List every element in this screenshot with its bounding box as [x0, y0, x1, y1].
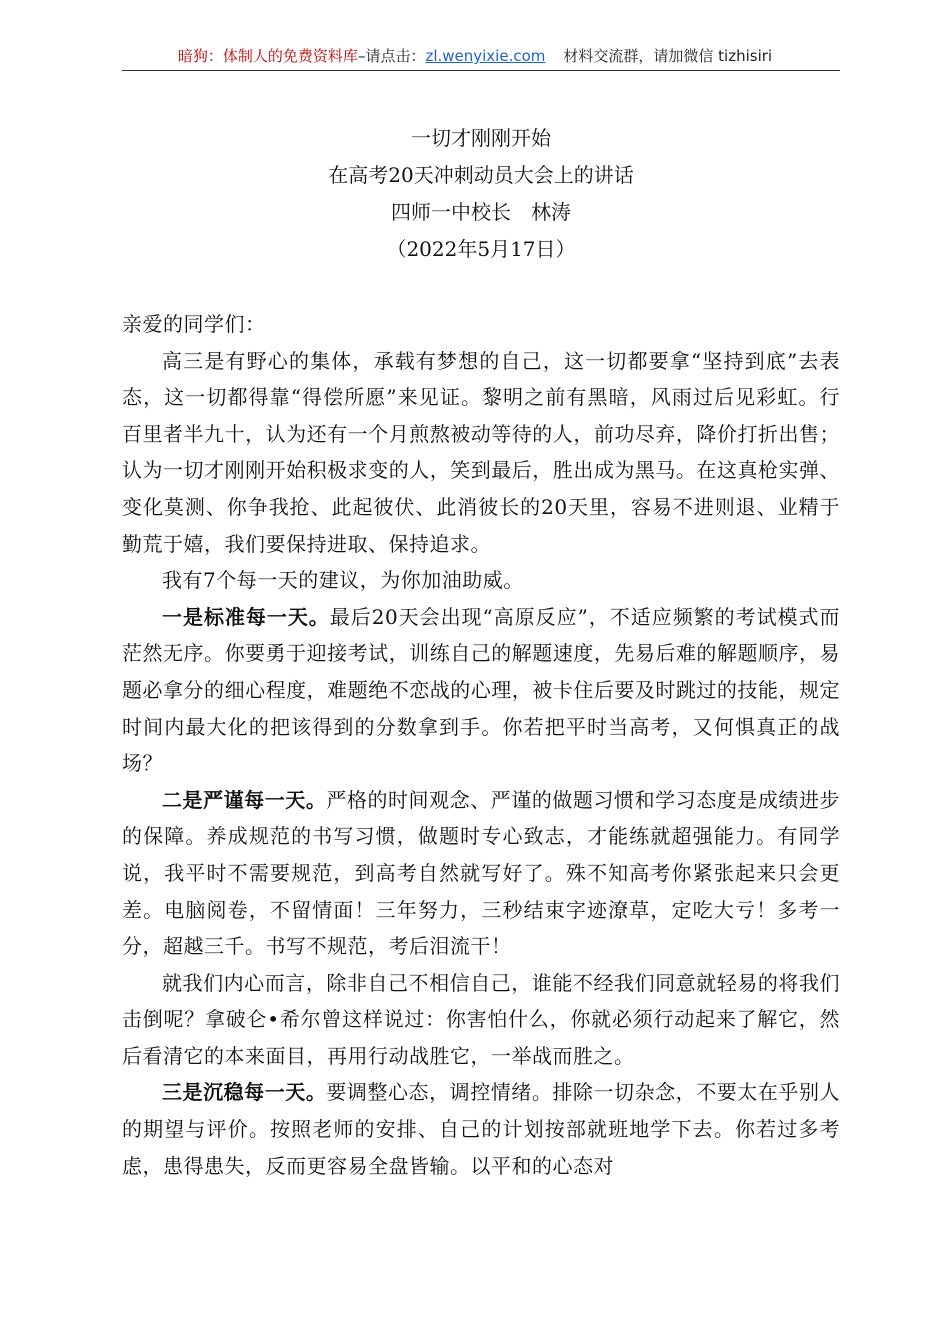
paragraph-3-lead: 一是标准每一天。: [162, 604, 330, 629]
header-group-text: 材料交流群，请加微信 tizhisiri: [563, 47, 773, 65]
paragraph-4-lead: 二是严谨每一天。: [162, 787, 327, 812]
paragraph-4-text: 严格的时间观念、严谨的做题习惯和学习态度是成绩进步的保障。养成规范的书写习惯，做题时专心致志，才能练就超强能力。有同学说，我平时不需要规范，到高考自然就写好了。殊不知高考你紧张起来只会更差。电脑阅卷，不留情面！三年努力，三秒结束字迹潦草，定吃大亏！多考一分，超越三千。书写不规范，考后泪流干！: [122, 787, 840, 959]
paragraph-5: 就我们内心而言，除非自己不相信自己，谁能不经我们同意就轻易的将我们击倒呢？拿破仑•希尔曾这样说过：你害怕什么，你就必须行动起来了解它，然后看清它的本来面目，再用行动战胜它，一举战而胜之。: [122, 970, 840, 1068]
doc-date: （2022年5月17日）: [386, 237, 576, 261]
header-prompt: –请点击：: [357, 47, 426, 65]
paragraph-3: [122, 599, 840, 782]
page-header: [0, 44, 950, 68]
doc-title: 一切才刚刚开始: [411, 126, 551, 150]
paragraph-2: 我有7个每一天的建议，为你加油助威。: [162, 568, 524, 593]
paragraph-6-lead: 三是沉稳每一天。: [162, 1080, 327, 1105]
header-link[interactable]: zl.wenyixie.com: [425, 47, 546, 65]
paragraph-6-text: 要调整心态，调控情绪。排除一切杂念，不要太在乎别人的期望与评价。按照老师的安排、自己的计划按部就班地学下去。你若过多考虑，患得患失，反而更容易全盘皆输。以平和的心态对: [122, 1080, 840, 1178]
paragraph-4: [122, 782, 840, 965]
title-block: [122, 120, 840, 268]
paragraph-1: 高三是有野心的集体，承载有梦想的自己，这一切都要拿“坚持到底”去表态，这一切都得靠“得偿所愿”来见证。黎明之前有黑暗，风雨过后见彩虹。行百里者半九十，认为还有一个月煎熬被动等待的人，前功尽弃，降价打折出售；认为一切才刚刚开始积极求变的人，笑到最后，胜出成为黑马。在这真枪实弹、变化莫测、你争我抢、此起彼伏、此消彼长的20天里，容易不进则退、业精于勤荒于嬉，我们要保持进取、保持追求。: [122, 348, 840, 556]
paragraph-3-text: 最后20天会出现“高原反应”，不适应频繁的考试模式而茫然无序。你要勇于迎接考试，训练自己的解题速度，先易后难的解题顺序，易题必拿分的细心程度，难题绝不恋战的心理，被卡住后要及时跳过的技能，规定时间内最大化的把该得到的分数拿到手。你若把平时当高考，又何惧真正的战场？: [122, 604, 840, 776]
doc-body: [122, 306, 840, 1184]
salutation: 亲爱的同学们：: [122, 312, 266, 336]
header-brand: 暗狗：体制人的免费资料库: [177, 47, 358, 65]
doc-subtitle: 在高考20天冲刺动员大会上的讲话: [328, 163, 634, 187]
doc-author: 四师一中校长 林涛: [391, 200, 571, 224]
paragraph-6: [122, 1074, 840, 1184]
header-divider: [122, 70, 840, 71]
